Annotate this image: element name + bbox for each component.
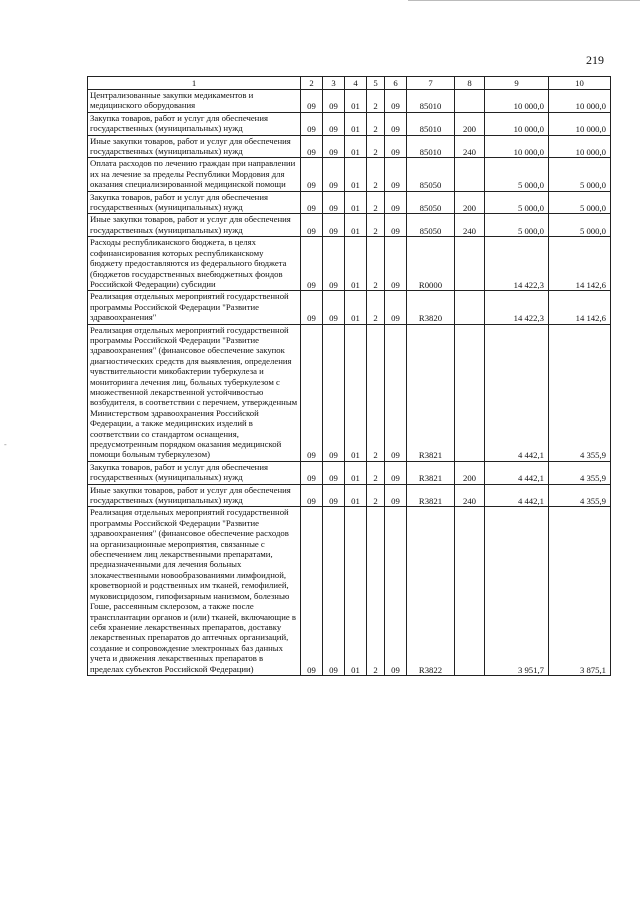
code-direction: R0000	[407, 237, 455, 291]
code-vid: 200	[455, 191, 485, 214]
col-header-1: 1	[88, 77, 301, 90]
code-program: 2	[367, 214, 385, 237]
col-header-9: 9	[485, 77, 549, 90]
code-vid	[455, 324, 485, 461]
code-direction: R3821	[407, 461, 455, 484]
row-name: Закупка товаров, работ и услуг для обеспечения государственных (муниципальных) нужд	[88, 191, 301, 214]
code-glava: 09	[301, 214, 323, 237]
table-row	[88, 237, 611, 291]
table-row	[88, 191, 611, 214]
code-program: 2	[367, 112, 385, 135]
code-subprogram: 09	[385, 135, 407, 158]
code-razdel: 09	[323, 507, 345, 676]
code-direction: R3821	[407, 324, 455, 461]
code-direction: R3822	[407, 507, 455, 676]
row-name: Реализация отдельных мероприятий государственной программы Российской Федерации "Развитие здравоохранения" (финансовое обеспечение закупок диагностических средств для выявления, определения чувствительности микобактерии туберкулеза и мониторинга лечения лиц, больных туберкулезом с множественной лекарственной устойчивостью возбудителя, в соответствии с перечнем, утвержденным Министерством здравоохранения Российской Федерации, а также медицинских изделий в соответствии со стандартом оснащения, предусмотренным порядком оказания медицинской помощи больным туберкулезом)	[88, 324, 301, 461]
code-podrazdel: 01	[345, 214, 367, 237]
code-subprogram: 09	[385, 90, 407, 113]
code-razdel: 09	[323, 324, 345, 461]
amount-col-10: 14 142,6	[549, 291, 611, 324]
budget-table	[87, 76, 611, 676]
table-row	[88, 507, 611, 676]
amount-col-9: 4 442,1	[485, 484, 549, 507]
code-program: 2	[367, 291, 385, 324]
code-glava: 09	[301, 90, 323, 113]
amount-col-10: 10 000,0	[549, 112, 611, 135]
code-program: 2	[367, 484, 385, 507]
table-row	[88, 461, 611, 484]
code-direction: R3820	[407, 291, 455, 324]
table-row	[88, 90, 611, 113]
amount-col-10: 10 000,0	[549, 90, 611, 113]
code-program: 2	[367, 237, 385, 291]
amount-col-10: 5 000,0	[549, 158, 611, 191]
col-header-8: 8	[455, 77, 485, 90]
code-subprogram: 09	[385, 112, 407, 135]
row-name: Иные закупки товаров, работ и услуг для обеспечения государственных (муниципальных) нужд	[88, 214, 301, 237]
code-glava: 09	[301, 507, 323, 676]
page-top-edge-line	[408, 0, 640, 1]
amount-col-9: 3 951,7	[485, 507, 549, 676]
row-name: Реализация отдельных мероприятий государственной программы Российской Федерации "Развитие здравоохранения"	[88, 291, 301, 324]
code-direction: 85010	[407, 112, 455, 135]
code-subprogram: 09	[385, 324, 407, 461]
code-podrazdel: 01	[345, 461, 367, 484]
table-body	[88, 90, 611, 676]
code-vid: 200	[455, 461, 485, 484]
amount-col-10: 4 355,9	[549, 461, 611, 484]
amount-col-9: 10 000,0	[485, 90, 549, 113]
code-direction: 85010	[407, 135, 455, 158]
row-name: Расходы республиканского бюджета, в целях софинансирования которых республиканскому бюджету предоставляются из федерального бюджета (бюджетов государственных внебюджетных фондов Российской Федерации) субсидии	[88, 237, 301, 291]
code-glava: 09	[301, 112, 323, 135]
amount-col-10: 3 875,1	[549, 507, 611, 676]
column-number-row	[88, 77, 611, 90]
code-glava: 09	[301, 291, 323, 324]
col-header-3: 3	[323, 77, 345, 90]
col-header-5: 5	[367, 77, 385, 90]
code-vid: 240	[455, 484, 485, 507]
code-program: 2	[367, 158, 385, 191]
table-row	[88, 112, 611, 135]
code-program: 2	[367, 507, 385, 676]
code-glava: 09	[301, 237, 323, 291]
code-vid	[455, 90, 485, 113]
row-name: Оплата расходов по лечению граждан при направлении их на лечение за пределы Республики Мордовия для оказания специализированной медицинской помощи	[88, 158, 301, 191]
amount-col-9: 5 000,0	[485, 214, 549, 237]
code-subprogram: 09	[385, 158, 407, 191]
amount-col-10: 14 142,6	[549, 237, 611, 291]
row-name: Централизованные закупки медикаментов и медицинского оборудования	[88, 90, 301, 113]
code-direction: 85050	[407, 214, 455, 237]
code-podrazdel: 01	[345, 291, 367, 324]
row-name: Закупка товаров, работ и услуг для обеспечения государственных (муниципальных) нужд	[88, 461, 301, 484]
code-podrazdel: 01	[345, 507, 367, 676]
code-podrazdel: 01	[345, 112, 367, 135]
code-vid	[455, 507, 485, 676]
code-vid	[455, 291, 485, 324]
code-glava: 09	[301, 461, 323, 484]
code-program: 2	[367, 191, 385, 214]
margin-mark: -	[4, 440, 7, 449]
row-name: Реализация отдельных мероприятий государственной программы Российской Федерации "Развитие здравоохранения" (финансовое обеспечение расходов на организационные мероприятия, связанные с обеспечением лиц лекарственными препаратами, предназначенными для лечения больных злокачественными новообразованиями лимфоидной, кроветворной и родственных им тканей, гемофилией, муковисцидозом, гипофизарным нанизмом, болезнью Гоше, рассеянным склерозом, а также после трансплантации органов и (или) тканей, включающие в себя хранение лекарственных препаратов, доставку лекарственных препаратов до аптечных организаций, создание и сопровождение электронных баз данных учета и движения лекарственных препаратов в пределах субъектов Российской Федерации)	[88, 507, 301, 676]
amount-col-9: 10 000,0	[485, 112, 549, 135]
col-header-4: 4	[345, 77, 367, 90]
code-podrazdel: 01	[345, 191, 367, 214]
amount-col-10: 4 355,9	[549, 324, 611, 461]
code-vid	[455, 158, 485, 191]
amount-col-9: 5 000,0	[485, 158, 549, 191]
amount-col-10: 10 000,0	[549, 135, 611, 158]
code-subprogram: 09	[385, 484, 407, 507]
amount-col-9: 4 442,1	[485, 324, 549, 461]
col-header-10: 10	[549, 77, 611, 90]
code-razdel: 09	[323, 461, 345, 484]
table-row	[88, 291, 611, 324]
code-subprogram: 09	[385, 214, 407, 237]
amount-col-9: 10 000,0	[485, 135, 549, 158]
code-program: 2	[367, 90, 385, 113]
row-name: Закупка товаров, работ и услуг для обеспечения государственных (муниципальных) нужд	[88, 112, 301, 135]
code-podrazdel: 01	[345, 90, 367, 113]
code-vid	[455, 237, 485, 291]
code-glava: 09	[301, 158, 323, 191]
code-razdel: 09	[323, 214, 345, 237]
amount-col-9: 14 422,3	[485, 237, 549, 291]
table-row	[88, 484, 611, 507]
col-header-7: 7	[407, 77, 455, 90]
code-direction: 85050	[407, 191, 455, 214]
amount-col-10: 5 000,0	[549, 214, 611, 237]
code-subprogram: 09	[385, 291, 407, 324]
code-subprogram: 09	[385, 507, 407, 676]
code-razdel: 09	[323, 291, 345, 324]
code-glava: 09	[301, 324, 323, 461]
code-razdel: 09	[323, 158, 345, 191]
code-razdel: 09	[323, 237, 345, 291]
code-vid: 240	[455, 214, 485, 237]
amount-col-10: 4 355,9	[549, 484, 611, 507]
code-glava: 09	[301, 484, 323, 507]
page-number: 219	[586, 53, 604, 67]
code-podrazdel: 01	[345, 237, 367, 291]
table-row	[88, 214, 611, 237]
code-vid: 200	[455, 112, 485, 135]
amount-col-9: 4 442,1	[485, 461, 549, 484]
row-name: Иные закупки товаров, работ и услуг для обеспечения государственных (муниципальных) нужд	[88, 484, 301, 507]
amount-col-9: 14 422,3	[485, 291, 549, 324]
code-direction: 85010	[407, 90, 455, 113]
amount-col-9: 5 000,0	[485, 191, 549, 214]
code-direction: R3821	[407, 484, 455, 507]
code-razdel: 09	[323, 90, 345, 113]
code-subprogram: 09	[385, 461, 407, 484]
code-direction: 85050	[407, 158, 455, 191]
code-podrazdel: 01	[345, 324, 367, 461]
code-podrazdel: 01	[345, 484, 367, 507]
row-name: Иные закупки товаров, работ и услуг для обеспечения государственных (муниципальных) нужд	[88, 135, 301, 158]
code-glava: 09	[301, 135, 323, 158]
code-razdel: 09	[323, 135, 345, 158]
col-header-6: 6	[385, 77, 407, 90]
table-row	[88, 158, 611, 191]
code-razdel: 09	[323, 191, 345, 214]
code-podrazdel: 01	[345, 158, 367, 191]
code-glava: 09	[301, 191, 323, 214]
col-header-2: 2	[301, 77, 323, 90]
table-row	[88, 324, 611, 461]
table-row	[88, 135, 611, 158]
code-program: 2	[367, 135, 385, 158]
code-program: 2	[367, 461, 385, 484]
code-program: 2	[367, 324, 385, 461]
code-vid: 240	[455, 135, 485, 158]
code-razdel: 09	[323, 112, 345, 135]
code-subprogram: 09	[385, 237, 407, 291]
code-subprogram: 09	[385, 191, 407, 214]
code-podrazdel: 01	[345, 135, 367, 158]
code-razdel: 09	[323, 484, 345, 507]
amount-col-10: 5 000,0	[549, 191, 611, 214]
